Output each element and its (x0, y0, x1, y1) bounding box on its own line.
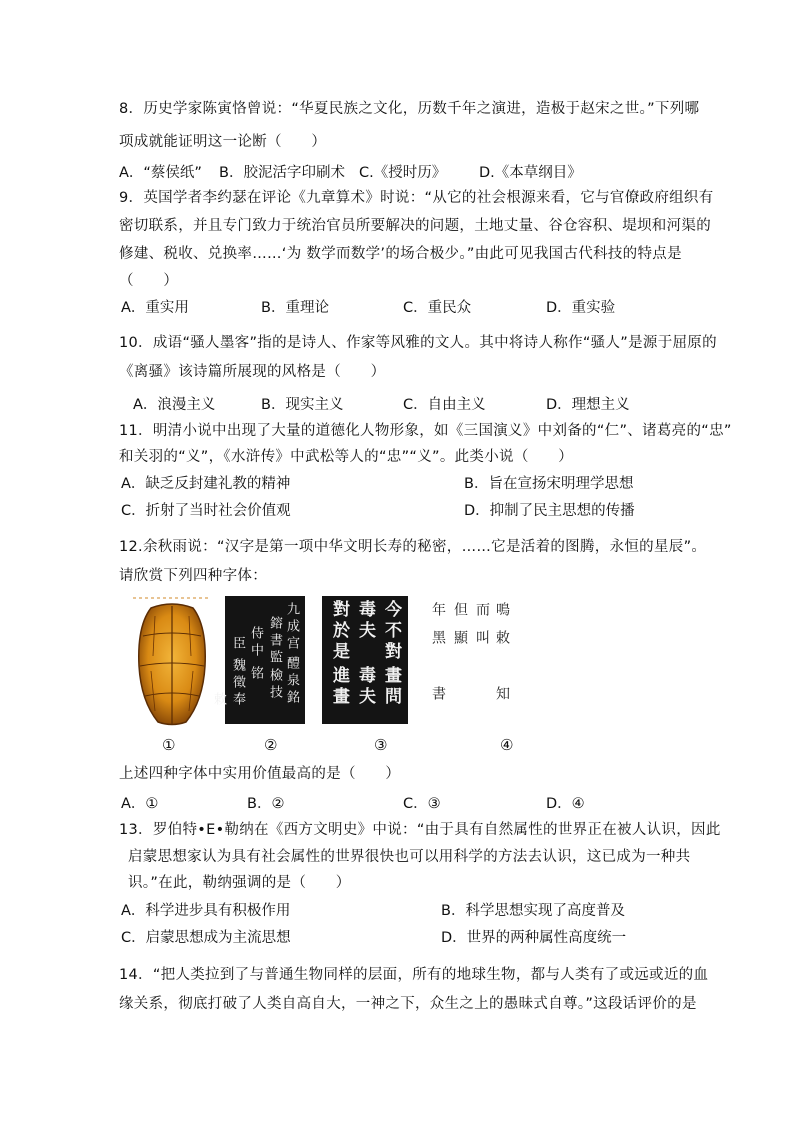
q13-option-b[interactable]: B．科学思想实现了高度普及 (441, 903, 625, 919)
q13-option-d[interactable]: D．世界的两种属性高度统一 (441, 930, 627, 946)
glyph-column: 叫 (474, 630, 490, 648)
glyph-column: 對於是 (329, 600, 349, 663)
q9-stem-line2: 密切联系，并且专门致力于统治官员所要解决的问题，土地丈量、谷仓容积、堤坝和河渠的 (119, 218, 711, 234)
q8-stem-line2: 项成就能证明这一论断（ ） (119, 134, 327, 150)
glyph-column: 年 (430, 602, 446, 620)
q12-stem-line2: 请欣赏下列四种字体： (119, 568, 267, 584)
q8-option-b[interactable]: B．胶泥活字印刷术 (219, 165, 345, 181)
q9-option-a[interactable]: A．重实用 (121, 300, 189, 316)
glyph-column: 畫問 (381, 666, 401, 708)
q9-option-b[interactable]: B．重理论 (261, 300, 329, 316)
glyph-column: 臣 (230, 636, 245, 653)
q11-option-d[interactable]: D．抑制了民主思想的传播 (464, 503, 635, 519)
q9-option-d[interactable]: D．重实验 (546, 300, 616, 316)
regular-script-rubbing (211, 596, 305, 724)
glyph-column: 書 (430, 686, 446, 704)
q12-question: 上述四种字体中实用价值最高的是（ ） (119, 766, 401, 782)
q9-option-c[interactable]: C．重民众 (403, 300, 472, 316)
figure-label-2: ② (264, 736, 278, 754)
glyph-column: 但 (452, 602, 468, 620)
glyph-column: 毒夫 (355, 666, 375, 708)
q10-option-d[interactable]: D．理想主义 (546, 397, 630, 413)
glyph-column: 鳴 (494, 602, 510, 620)
q13-stem-line2: 启蒙思想家认为具有社会属性的世界很快也可以用科学的方法去认识，这已成为一种共 (128, 849, 691, 865)
q13-stem-line1: 13．罗伯特•E•勒纳在《西方文明史》中说：“由于具有自然属性的世界正在被人认识，因此 (119, 822, 721, 838)
q12-option-a[interactable]: A．① (121, 796, 159, 812)
glyph-column: 檢技 (267, 668, 282, 702)
q12-option-c[interactable]: C．③ (403, 796, 441, 812)
q8-stem-line1: 8．历史学家陈寅恪曾说：“华夏民族之文化，历数千年之演进，造极于赵宋之世。”下列哪 (119, 101, 700, 117)
seal-script-sample (428, 596, 514, 724)
q12-option-d[interactable]: D．④ (546, 796, 585, 812)
glyph-column: 九成宫 (284, 602, 299, 653)
q12-stem-line1: 12.余秋雨说：“汉字是第一项中华文明长寿的秘密，……它是活着的图腾，永恒的星辰”。 (119, 539, 707, 555)
figure-label-4: ④ (500, 736, 514, 754)
glyph-column: 奉敕 (211, 692, 245, 709)
q13-option-a[interactable]: A．科学进步具有积极作用 (121, 903, 291, 919)
q11-option-a[interactable]: A．缺乏反封建礼教的精神 (121, 476, 291, 492)
glyph-column: 醴泉銘 (284, 656, 299, 707)
glyph-column: 今不對 (381, 600, 401, 663)
glyph-column: 進畫 (329, 666, 349, 708)
glyph-column: 鎔書監 (267, 616, 282, 667)
glyph-column: 侍中 (248, 626, 263, 660)
q8-option-c[interactable]: C.《授时历》 (359, 165, 447, 181)
q9-stem-line4: （ ） (119, 273, 179, 289)
q11-stem-line2: 和关羽的“义”，《水浒传》中武松等人的“忠”“义”。此类小说（ ） (119, 449, 574, 465)
q13-option-c[interactable]: C．启蒙思想成为主流思想 (121, 930, 291, 946)
q14-stem-line2: 缘关系，彻底打破了人类自高自大，一神之下，众生之上的愚昧式自尊。”这段话评价的是 (119, 996, 697, 1012)
q8-option-a[interactable]: A．“蔡侯纸” (119, 165, 202, 181)
glyph-column: 敕 (494, 630, 510, 648)
q11-option-b[interactable]: B．旨在宣扬宋明理学思想 (464, 476, 634, 492)
glyph-column: 魏徵 (230, 658, 245, 692)
glyph-column: 铭 (248, 666, 263, 683)
glyph-column: 顯 (452, 630, 468, 648)
q13-stem-line3: 识。”在此，勒纳强调的是（ ） (128, 875, 351, 891)
q10-option-b[interactable]: B．现实主义 (261, 397, 344, 413)
q11-option-c[interactable]: C．折射了当时社会价值观 (121, 503, 291, 519)
q10-stem-line2: 《离骚》该诗篇所展现的风格是（ ） (119, 364, 386, 380)
figure-label-3: ③ (374, 736, 388, 754)
glyph-column: 知 (494, 686, 510, 704)
oracle-bone-image (131, 596, 213, 728)
q10-stem-line1: 10．成语“骚人墨客”指的是诗人、作家等风雅的文人。其中将诗人称作“骚人”是源于屈原的 (119, 335, 717, 351)
q10-option-a[interactable]: A．浪漫主义 (133, 397, 216, 413)
q9-stem-line3: 修建、税收、兑换率……‘为 数学而数学’的场合极少。”由此可见我国古代科技的特点是 (119, 246, 682, 262)
tortoise-shell-icon (131, 596, 213, 728)
q14-stem-line1: 14．“把人类拉到了与普通生物同样的层面，所有的地球生物，都与人类有了或远或近的血 (119, 967, 709, 983)
glyph-column: 毒夫 (355, 600, 375, 642)
clerical-script-rubbing (322, 596, 408, 724)
q9-stem-line1: 9．英国学者李约瑟在评论《九章算术》时说：“从它的社会根源来看，它与官僚政府组织有 (119, 190, 714, 206)
q10-option-c[interactable]: C．自由主义 (403, 397, 486, 413)
q12-option-b[interactable]: B．② (247, 796, 285, 812)
q11-stem-line1: 11．明清小说中出现了大量的道德化人物形象，如《三国演义》中刘备的“仁”、诸葛亮的“忠” (119, 423, 732, 439)
figure-label-1: ① (162, 736, 176, 754)
glyph-column: 黑 (430, 630, 446, 648)
q8-option-d[interactable]: D.《本草纲目》 (479, 165, 582, 181)
glyph-column: 而 (474, 602, 490, 620)
